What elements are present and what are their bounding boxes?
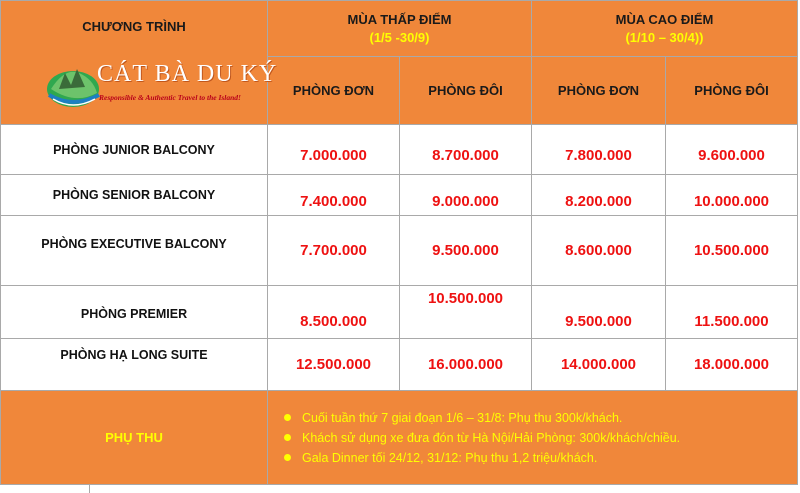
price-high-double: 10.000.000 <box>666 175 798 216</box>
surcharge-label: PHỤ THU <box>1 391 268 485</box>
list-item <box>302 428 797 448</box>
price-low-double: 16.000.000 <box>400 339 532 391</box>
high-season-title: MÙA CAO ĐIỂM <box>615 12 714 27</box>
surcharge-note-text: Gala Dinner tối 24/12, 31/12: Phụ thu 1,2 triệu/khách. <box>302 450 598 465</box>
price-high-double: 10.500.000 <box>666 216 798 286</box>
island-logo-icon <box>45 59 101 111</box>
price-high-single: 9.500.000 <box>532 286 666 339</box>
col-low-double: PHÒNG ĐÔI <box>400 57 532 125</box>
low-season-title: MÙA THẤP ĐIỂM <box>347 12 452 27</box>
price-low-single: 7.700.000 <box>268 216 400 286</box>
price-high-single: 8.200.000 <box>532 175 666 216</box>
list-item <box>302 408 797 428</box>
table-row <box>1 175 798 216</box>
price-high-single: 8.600.000 <box>532 216 666 286</box>
header-row-seasons <box>1 1 798 57</box>
high-season-range: (1/10 – 30/4)) <box>625 30 704 45</box>
price-high-single: 14.000.000 <box>532 339 666 391</box>
col-low-single: PHÒNG ĐƠN <box>268 57 400 125</box>
price-low-double: 8.700.000 <box>400 125 532 175</box>
price-high-single: 7.800.000 <box>532 125 666 175</box>
bullet-icon <box>284 454 291 461</box>
premier-low-double-cell <box>400 286 532 339</box>
col-high-double: PHÒNG ĐÔI <box>666 57 798 125</box>
price-low-single: 12.500.000 <box>268 339 400 391</box>
high-season-header <box>532 1 798 57</box>
surcharge-note-text: Khách sử dụng xe đưa đón từ Hà Nội/Hải Phòng: 300k/khách/chiều. <box>302 430 681 445</box>
logo-brand-text: CÁT BÀ DU KÝ <box>97 61 278 87</box>
price-low-double: 9.000.000 <box>400 175 532 216</box>
cat-ba-du-ky-logo <box>45 59 278 111</box>
table-row <box>1 286 798 339</box>
table-row <box>1 125 798 175</box>
table-row <box>1 216 798 286</box>
program-header-cell <box>1 1 278 125</box>
program-label: CHƯƠNG TRÌNH <box>82 19 186 34</box>
low-season-range: (1/5 -30/9) <box>369 30 430 45</box>
price-low-double: 10.500.000 <box>427 290 504 307</box>
price-high-double: 18.000.000 <box>666 339 798 391</box>
table-row <box>1 339 798 391</box>
price-low-single: 8.500.000 <box>268 286 400 339</box>
divider <box>89 484 90 493</box>
price-low-single: 7.400.000 <box>268 175 400 216</box>
surcharge-row <box>1 391 798 485</box>
room-name: PHÒNG HẠ LONG SUITE <box>1 339 268 391</box>
list-item <box>302 448 797 468</box>
surcharge-note-text: Cuối tuần thứ 7 giai đoạn 1/6 – 31/8: Phụ thu 300k/khách. <box>302 410 623 425</box>
room-name: PHÒNG EXECUTIVE BALCONY <box>1 216 268 286</box>
room-name: PHÒNG SENIOR BALCONY <box>1 175 268 216</box>
price-low-single: 7.000.000 <box>268 125 400 175</box>
bullet-icon <box>284 434 291 441</box>
low-season-header <box>268 1 532 57</box>
logo-tagline: Responsible & Authentic Travel to the Island! <box>99 93 241 102</box>
surcharge-notes-cell <box>268 391 798 485</box>
price-high-double: 9.600.000 <box>666 125 798 175</box>
bullet-icon <box>284 414 291 421</box>
price-low-double: 9.500.000 <box>400 216 532 286</box>
room-name: PHÒNG JUNIOR BALCONY <box>1 125 268 175</box>
price-high-double: 11.500.000 <box>666 286 798 339</box>
surcharge-notes <box>268 408 797 468</box>
col-high-single: PHÒNG ĐƠN <box>532 57 666 125</box>
room-name: PHÒNG PREMIER <box>1 286 268 339</box>
